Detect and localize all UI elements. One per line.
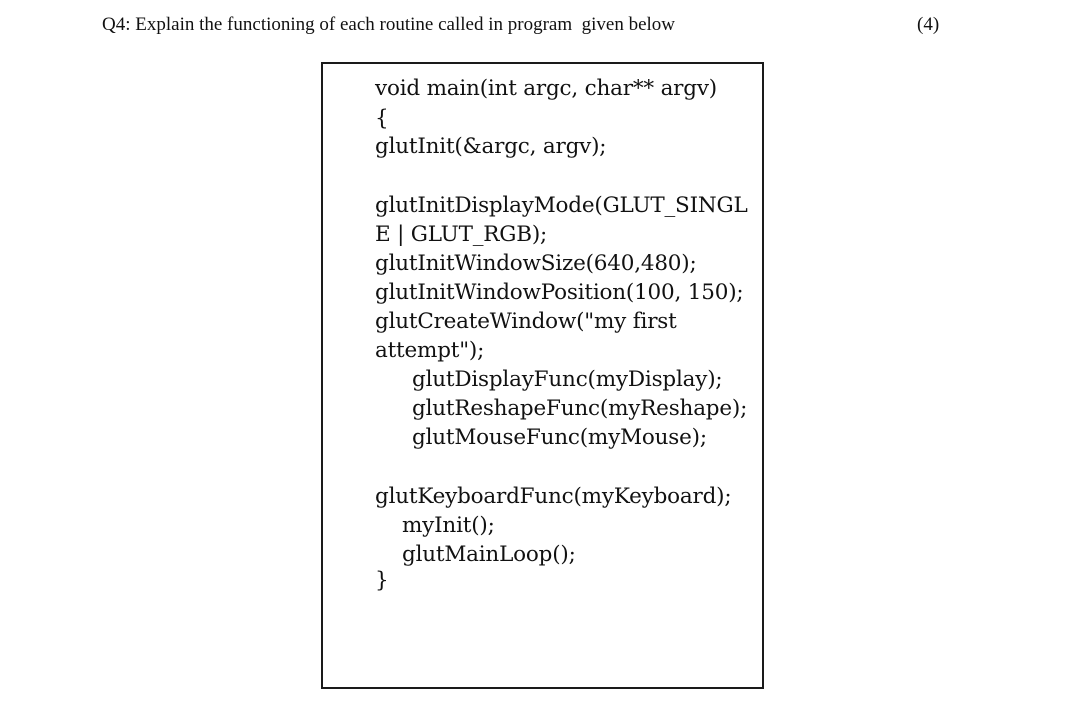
code-line-open-brace: { (375, 106, 389, 131)
code-line-create-window-cont: attempt"); (375, 338, 485, 363)
question-marks: (4) (917, 14, 940, 35)
code-line-my-init: myInit(); (402, 513, 495, 538)
question-text: Q4: Explain the functioning of each routine called in program given below (102, 14, 675, 35)
code-line-keyboard-func: glutKeyboardFunc(myKeyboard); (375, 484, 732, 509)
code-line-display-mode: glutInitDisplayMode(GLUT_SINGL (375, 193, 748, 218)
code-line-main-loop: glutMainLoop(); (402, 542, 576, 567)
code-line-close-brace: } (375, 568, 389, 593)
code-line-window-size: glutInitWindowSize(640,480); (375, 251, 697, 276)
code-line-window-position: glutInitWindowPosition(100, 150); (375, 280, 744, 305)
code-line-mouse-func: glutMouseFunc(myMouse); (412, 425, 707, 450)
code-line-glut-init: glutInit(&argc, argv); (375, 134, 607, 159)
code-line-reshape-func: glutReshapeFunc(myReshape); (412, 396, 748, 421)
code-line-display-func: glutDisplayFunc(myDisplay); (412, 367, 723, 392)
code-line-main-signature: void main(int argc, char** argv) (375, 76, 717, 101)
code-box (321, 62, 764, 689)
code-line-display-mode-cont: E | GLUT_RGB); (375, 222, 548, 247)
code-line-create-window: glutCreateWindow("my first (375, 309, 677, 334)
